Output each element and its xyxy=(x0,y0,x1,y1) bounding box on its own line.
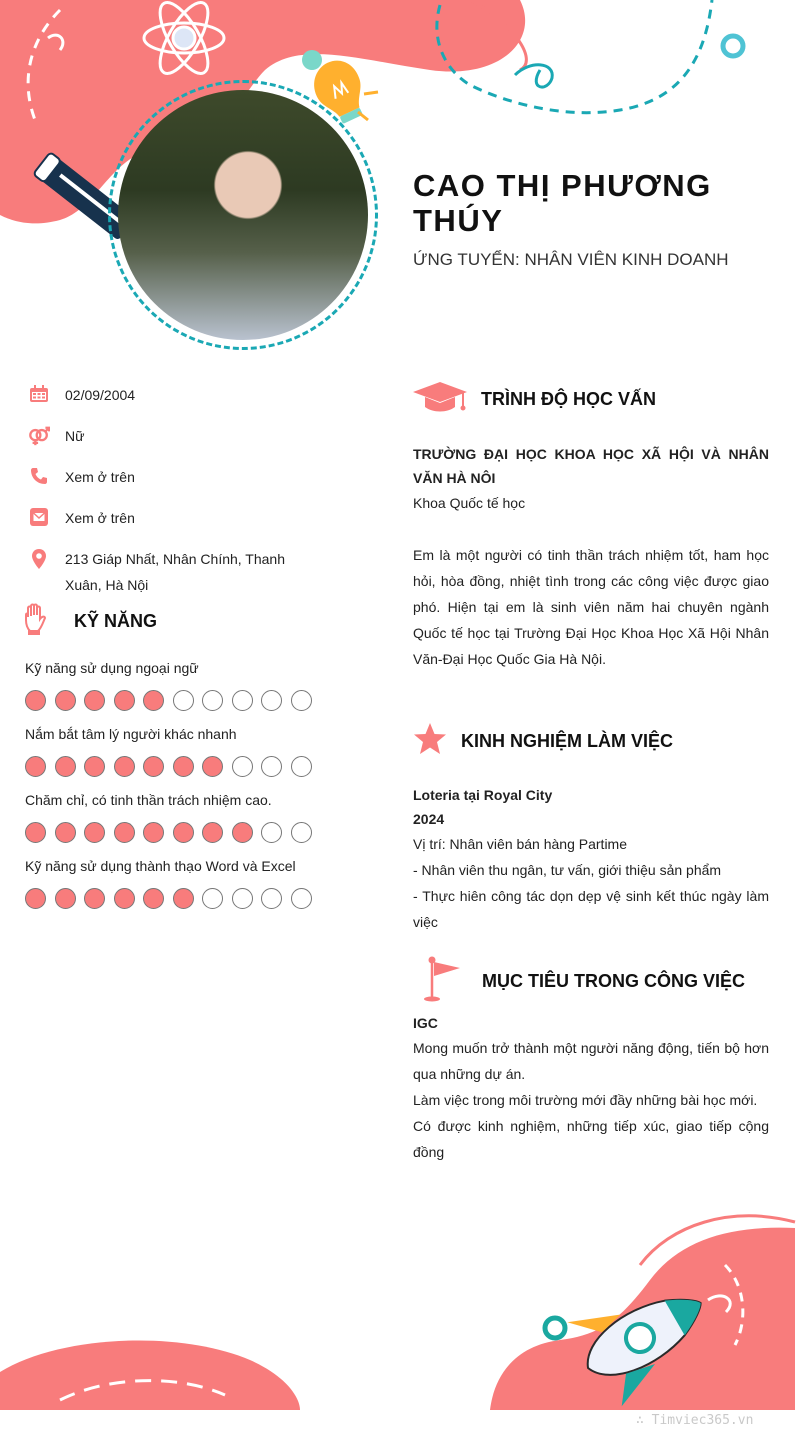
address-value: 213 Giáp Nhất, Nhân Chính, Thanh Xuân, Hà Nội xyxy=(65,551,286,593)
rating-dot-filled xyxy=(173,888,194,909)
skill-item xyxy=(25,789,345,843)
rating-dot-filled xyxy=(25,888,46,909)
skill-rating xyxy=(25,690,345,711)
birthday-value: 02/09/2004 xyxy=(65,387,136,403)
work-role: Vị trí: Nhân viên bán hàng Partime xyxy=(413,836,628,852)
goals-heading xyxy=(420,956,745,1007)
contact-phone xyxy=(28,467,358,490)
rating-dot-empty xyxy=(232,690,253,711)
experience-heading xyxy=(413,722,673,761)
watermark: ∴ Timviec365.vn xyxy=(636,1413,754,1428)
rating-dot-filled xyxy=(143,822,164,843)
goals-body xyxy=(413,1011,769,1165)
rating-dot-empty xyxy=(202,888,223,909)
rating-dot-empty xyxy=(291,690,312,711)
skill-name: Nắm bắt tâm lý người khác nhanh xyxy=(25,726,237,742)
rating-dot-filled xyxy=(143,756,164,777)
rating-dot-filled xyxy=(84,888,105,909)
rating-dot-empty xyxy=(261,690,282,711)
contact-info xyxy=(28,385,358,616)
experience-body xyxy=(413,783,769,935)
rating-dot-filled xyxy=(84,756,105,777)
rating-dot-filled xyxy=(173,822,194,843)
profile-photo-ring xyxy=(108,80,378,350)
goals-org: IGC xyxy=(413,1015,438,1031)
rating-dot-filled xyxy=(25,822,46,843)
flag-icon xyxy=(420,956,460,1007)
rating-dot-empty xyxy=(173,690,194,711)
rating-dot-filled xyxy=(202,822,223,843)
education-body xyxy=(413,442,769,672)
rating-dot-filled xyxy=(55,690,76,711)
skill-name: Kỹ năng sử dụng ngoại ngữ xyxy=(25,660,199,676)
skill-name: Chăm chỉ, có tinh thần trách nhiệm cao. xyxy=(25,792,272,808)
rating-dot-empty xyxy=(261,888,282,909)
company-name: Loteria tại Royal City xyxy=(413,787,553,803)
calendar-icon xyxy=(28,385,50,405)
goal-line-2: Làm việc trong môi trường mới đầy những bài học mới. xyxy=(413,1092,758,1108)
location-icon xyxy=(28,549,50,569)
rating-dot-empty xyxy=(232,756,253,777)
gender-icon xyxy=(28,426,50,446)
skill-item xyxy=(25,723,345,777)
rating-dot-empty xyxy=(261,756,282,777)
star-icon xyxy=(413,722,447,761)
skill-item xyxy=(25,855,345,909)
school-name: TRƯỜNG ĐẠI HỌC KHOA HỌC XÃ HỘI VÀ NHÂN VĂN HÀ NÔI xyxy=(413,446,769,486)
faculty-name: Khoa Quốc tế học xyxy=(413,495,526,511)
skill-rating xyxy=(25,888,345,909)
rating-dot-filled xyxy=(114,822,135,843)
phone-icon xyxy=(28,467,50,487)
skill-rating xyxy=(25,822,345,843)
rating-dot-empty xyxy=(291,756,312,777)
experience-title: KINH NGHIỆM LÀM VIỆC xyxy=(461,731,674,751)
education-title: TRÌNH ĐỘ HỌC VẤN xyxy=(481,389,656,409)
rating-dot-filled xyxy=(114,756,135,777)
rating-dot-filled xyxy=(55,888,76,909)
rating-dot-filled xyxy=(84,822,105,843)
rating-dot-filled xyxy=(55,822,76,843)
rating-dot-filled xyxy=(143,888,164,909)
rating-dot-empty xyxy=(291,888,312,909)
full-name: CAO THỊ PHƯƠNG THÚY xyxy=(413,168,712,238)
rating-dot-filled xyxy=(25,756,46,777)
work-year: 2024 xyxy=(413,811,445,827)
rating-dot-filled xyxy=(25,690,46,711)
rating-dot-empty xyxy=(232,888,253,909)
contact-birthday xyxy=(28,385,358,408)
rating-dot-filled xyxy=(202,756,223,777)
work-duty-2: - Thực hiên công tác dọn dẹp vệ sinh kết thúc ngày làm việc xyxy=(413,888,769,930)
contact-email xyxy=(28,508,358,531)
gender-value: Nữ xyxy=(65,428,85,444)
skills-title: KỸ NĂNG xyxy=(74,611,158,631)
goals-title: MỤC TIÊU TRONG CÔNG VIỆC xyxy=(482,971,746,991)
rating-dot-filled xyxy=(84,690,105,711)
goal-line-3: Có được kinh nghiệm, những tiếp xúc, giao tiếp cộng đồng xyxy=(413,1118,769,1160)
rating-dot-filled xyxy=(143,690,164,711)
applied-position: ỨNG TUYỂN: NHÂN VIÊN KINH DOANH xyxy=(413,250,729,269)
contact-gender xyxy=(28,426,358,449)
rating-dot-empty xyxy=(202,690,223,711)
goal-line-1: Mong muốn trở thành một người năng động, tiến bộ hơn qua những dự án. xyxy=(413,1040,769,1082)
rating-dot-filled xyxy=(232,822,253,843)
skills-heading xyxy=(22,603,157,640)
skills-list xyxy=(25,657,345,921)
rating-dot-filled xyxy=(114,690,135,711)
contact-address xyxy=(28,549,358,598)
email-icon xyxy=(28,508,50,528)
rating-dot-filled xyxy=(114,888,135,909)
education-description: Em là một người có tinh thần trách nhiệm tốt, ham học hỏi, hòa đồng, nhiệt tình trong các công việc được giao phó. Hiện tại em là sinh viên năm hai chuyên ngành Quốc tế học tại Trường Đại Học Khoa Học Xã Hội Nhân Văn-Đại Học Quốc Gia Hà Nội. xyxy=(413,547,769,667)
graduation-cap-icon xyxy=(413,380,467,419)
skill-rating xyxy=(25,756,345,777)
rating-dot-empty xyxy=(261,822,282,843)
skill-item xyxy=(25,657,345,711)
email-value: Xem ở trên xyxy=(65,510,135,526)
rating-dot-empty xyxy=(291,822,312,843)
education-heading xyxy=(413,380,656,419)
skill-name: Kỹ năng sử dụng thành thạo Word và Excel xyxy=(25,858,296,874)
header-block xyxy=(413,168,783,270)
phone-value: Xem ở trên xyxy=(65,469,135,485)
rating-dot-filled xyxy=(173,756,194,777)
hand-icon xyxy=(22,603,48,640)
work-duty-1: - Nhân viên thu ngân, tư vấn, giới thiệu sản phẩm xyxy=(413,862,722,878)
rating-dot-filled xyxy=(55,756,76,777)
